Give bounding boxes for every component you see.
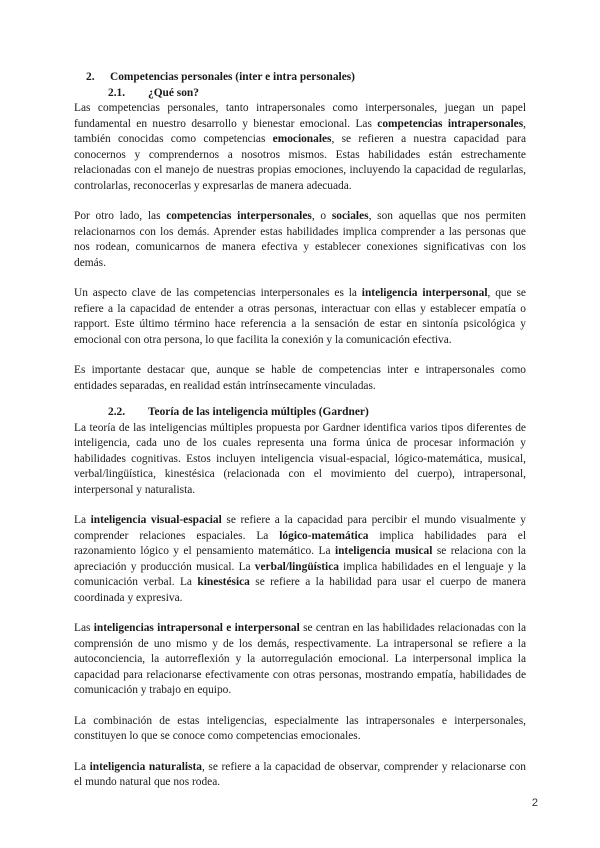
bold-term: inteligencia naturalista [89,760,202,773]
text-run: se refiere a la habilidad para usar el cuerpo de manera coordinada y expresiva. [74,576,526,604]
page-content [74,70,526,791]
text-run: Las competencias personales, tanto intrapersonales como interpersonales, juegan un papel fundamental en nuestro desarrollo y bienestar emocional. Las [74,102,526,130]
paragraph [74,760,526,791]
bold-term: inteligencia musical [334,545,433,557]
bold-term: competencias intrapersonales [377,117,524,130]
bold-term: competencias interpersonales [166,210,312,222]
subsection-title: Teoría de las inteligencia múltiples (Gardner) [148,406,369,418]
paragraph: La teoría de las inteligencias múltiples propuesta por Gardner identifica varios tipos diferentes de inteligencia, cada uno de los cuales representa una forma única de procesar información y habilidades cognitivas. Estos incluyen inteligencia visual-espacial, lógico-matemática, musical, verbal/lingüística, kinestésica (relacionada con el movimiento del cuerpo), intrapersonal, interpersonal y naturalista. [74,421,526,496]
paragraph [74,101,526,194]
text-run: , o [311,210,332,222]
text-run: , se refieren a nuestra capacidad para conocernos y comprendernos a nosotros mismos. Estas habilidades están estrechamente relacionadas con el manejo de nuestras propias emociones, incluyendo la capacidad de regularlas, controlarlas, reconocerlas y expresarlas de manera adecuada. [74,133,527,192]
section-number: 2. [86,71,95,83]
bold-term: verbal/lingüística [254,560,339,573]
paragraph: La combinación de estas inteligencias, especialmente las intrapersonales e interpersonales, constituyen lo que se conoce como competencias emocionales. [74,714,526,742]
text-run: Por otro lado, las [74,210,167,222]
section-heading [86,70,526,86]
text-run: se relaciona con la apreciación y producción musical. La [74,545,526,573]
paragraph [74,621,526,699]
bold-term: inteligencia interpersonal [361,287,488,299]
bold-term: inteligencias intrapersonal e interpersonal [93,622,300,634]
paragraph [74,286,526,348]
text-run: , son aquellas que nos permiten relacionarnos con los demás. Aprender estas habilidades implica comprender a las personas que nos rodean, comunicarnos de manera efectiva y establecer conexiones significativas con los demás. [74,210,526,269]
bold-term: lógico-matemática [279,529,369,542]
subsection-number: 2.1. [108,86,126,99]
text-run: se centran en las habilidades relacionadas con la comprensión de uno mismo y de los demás, respectivamente. La intrapersonal se refiere a la autoconciencia, la autorreflexión y la autorregulación emocional. La interpersonal implica la capacidad para relacionarse efectivamente con otras personas, mostrando empatía, habilidades de comunicación y trabajo en equipo. [74,622,527,696]
text-run: , que se refiere a la capacidad de entender a otras personas, interactuar con ellas y establecer empatía o rapport. Este último término hace referencia a la sensación de estar en sintonía psicológica y emocional con otra persona, lo que facilita la conexión y la comunicación efectiva. [74,287,526,346]
bold-term: kinestésica [197,576,250,588]
subsection-title: ¿Qué son? [148,86,199,99]
text-run: , se refiere a la capacidad de observar, comprender y relacionarse con el mundo natural que nos rodea. [74,760,526,788]
page-number: 2 [531,797,538,809]
subsection-heading [108,86,526,102]
subsection-number: 2.2. [108,406,126,418]
subsection-heading [108,405,526,421]
text-run: , también conocidas como competencias [74,117,526,145]
text-run: implica habilidades en el lenguaje y la comunicación verbal. La [74,560,526,588]
section-title: Competencias personales (inter e intra personales) [110,71,355,83]
text-run: implica habilidades para el razonamiento lógico y el pensamiento matemático. La [74,529,526,557]
text-run: Las [74,622,94,634]
paragraph [74,209,526,271]
paragraph: Es importante destacar que, aunque se hable de competencias inter e intrapersonales como entidades separadas, en realidad están intrínsecamente vinculadas. [74,364,526,392]
text-run: se refiere a la capacidad para percibir el mundo visualmente y comprender relaciones espaciales. La [74,514,526,542]
bold-term: emocionales [272,133,332,145]
bold-term: sociales [331,210,369,222]
text-run: La [74,514,91,526]
paragraph [74,513,526,606]
text-run: La [74,760,90,773]
bold-term: inteligencia visual-espacial [90,514,222,526]
text-run: Un aspecto clave de las competencias interpersonales es la [74,287,362,299]
